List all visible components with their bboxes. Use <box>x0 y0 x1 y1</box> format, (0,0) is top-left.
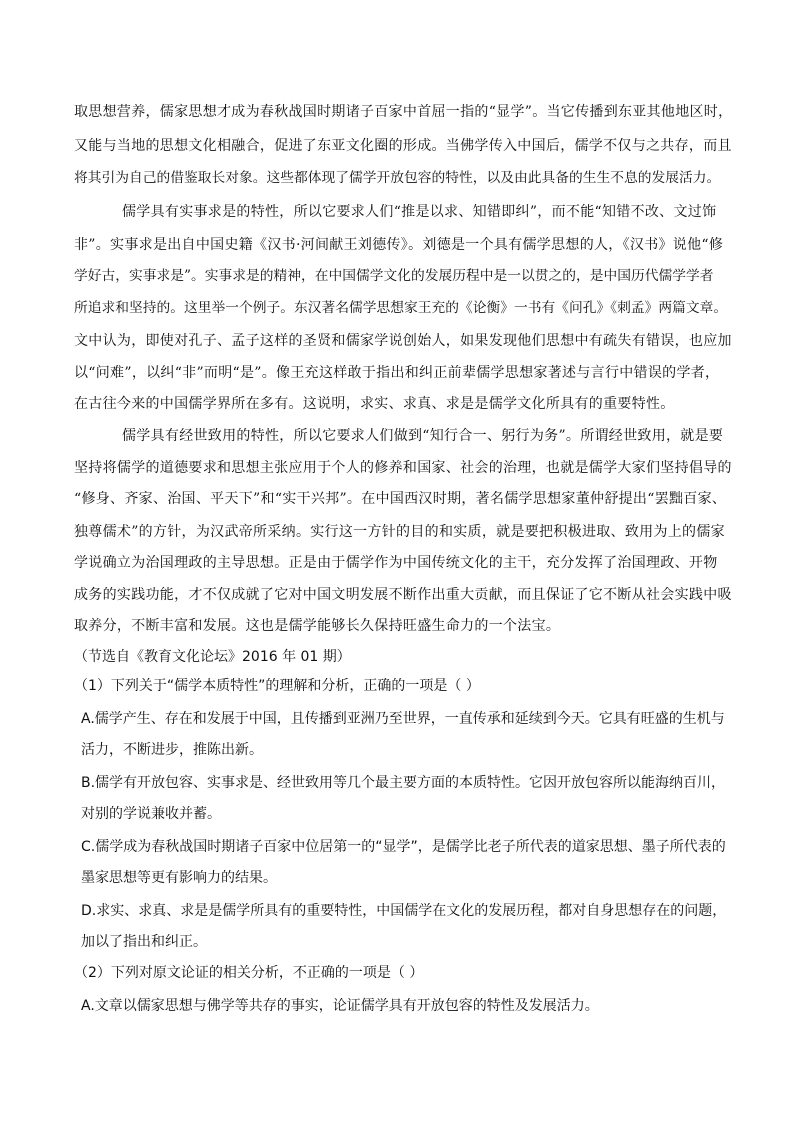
passage-line: “修身、齐家、治国、平天下”和“实干兴邦”。在中国西汉时期，著名儒学思想家董仲舒提出“罢黜百家、 <box>74 491 727 507</box>
option-line: 加以了指出和纠正。 <box>81 934 207 950</box>
option-line: A.儒学产生、存在和发展于中国，且传播到亚洲乃至世界，一直传承和延续到今天。它具有旺盛的生机与 <box>81 711 725 727</box>
passage-line: 取养分，不断丰富和发展。这也是儒学能够长久保持旺盛生命力的一个法宝。 <box>74 618 561 634</box>
option-line: C.儒学成为春秋战国时期诸子百家中位居第一的“显学”，是儒学比老子所代表的道家思想、墨子所代表的 <box>81 839 726 855</box>
option-line: 对别的学说兼收并蓄。 <box>81 806 221 822</box>
passage-line: 取思想营养，儒家思想才成为春秋战国时期诸子百家中首屈一指的“显学”。当它传播到东亚其他地区时， <box>74 104 733 120</box>
passage-line: 学说确立为治国理政的主导思想。正是由于儒学作为中国传统文化的主干，充分发挥了治国理政、开物 <box>74 555 718 571</box>
question-stem: （1）下列关于“儒学本质特性”的理解和分析，正确的一项是（ ） <box>74 678 480 694</box>
question-stem: （2）下列对原文论证的相关分析，不正确的一项是（ ） <box>74 965 424 981</box>
option-line: A.文章以儒家思想与佛学等共存的事实，论证儒学具有开放包容的特性及发展活力。 <box>81 998 599 1014</box>
passage-line: 独尊儒术”的方针，为汉武帝所采纳。实行这一方针的目的和实质，就是要把积极进取、致用为上的儒家 <box>74 524 725 540</box>
passage-line: 学好古，实事求是”。实事求是的精神，在中国儒学文化的发展历程中是一以贯之的，是中国历代儒学学者 <box>74 268 714 284</box>
passage-line: 以“问难”，以纠“非”而明“是”。像王充这样敢于指出和纠正前辈儒学思想家著述与言行中错误的学者， <box>74 365 720 381</box>
passage-line: 坚持将儒学的道德要求和思想主张应用于个人的修养和国家、社会的治理，也就是儒学大家们坚持倡导的 <box>74 460 732 476</box>
passage-line: 儒学具有经世致用的特性，所以它要求人们做到“知行合一、躬行为务”。所谓经世致用，就是要 <box>122 428 724 444</box>
passage-line: 文中认为，即使对孔子、孟子这样的圣贤和儒家学说创始人，如果发现他们思想中有疏失有错误，也应加 <box>74 333 732 349</box>
option-line: 墨家思想等更有影响力的结果。 <box>81 870 277 886</box>
passage-line: 在古往今来的中国儒学界所在多有。这说明，求实、求真、求是是儒学文化所具有的重要特性。 <box>74 396 675 412</box>
option-line: B.儒学有开放包容、实事求是、经世致用等几个最主要方面的本质特性。它因开放包容所以能海纳百川， <box>81 775 726 791</box>
passage-line: 又能与当地的思想文化相融合，促进了东亚文化圈的形成。当佛学传入中国后，儒学不仅与之共存，而且 <box>74 138 732 154</box>
passage-line: 所追求和坚持的。这里举一个例子。东汉著名儒学思想家王充的《论衡》一书有《问孔》《刺孟》两篇文章。 <box>74 300 728 316</box>
passage-line: 成务的实践功能，才不仅成就了它对中国文明发展不断作出重大贡献，而且保证了它不断从社会实践中吸 <box>74 587 732 603</box>
option-line: 活力，不断进步，推陈出新。 <box>81 742 263 758</box>
passage-line: 非”。实事求是出自中国史籍《汉书·河间献王刘德传》。刘德是一个具有儒学思想的人，《汉书》说他“修 <box>74 237 724 253</box>
passage-line: 儒学具有实事求是的特性，所以它要求人们“推是以求、知错即纠”，而不能“知错不改、文过饰 <box>122 204 717 220</box>
source-note: （节选自《教育文化论坛》2016 年 01 期） <box>74 649 351 665</box>
option-line: D.求实、求真、求是是儒学所具有的重要特性，中国儒学在文化的发展历程，都对自身思想存在的问题， <box>81 903 727 919</box>
passage-line: 将其引为自己的借鉴取长对象。这些都体现了儒学开放包容的特性，以及由此具备的生生不息的发展活力。 <box>74 170 721 186</box>
